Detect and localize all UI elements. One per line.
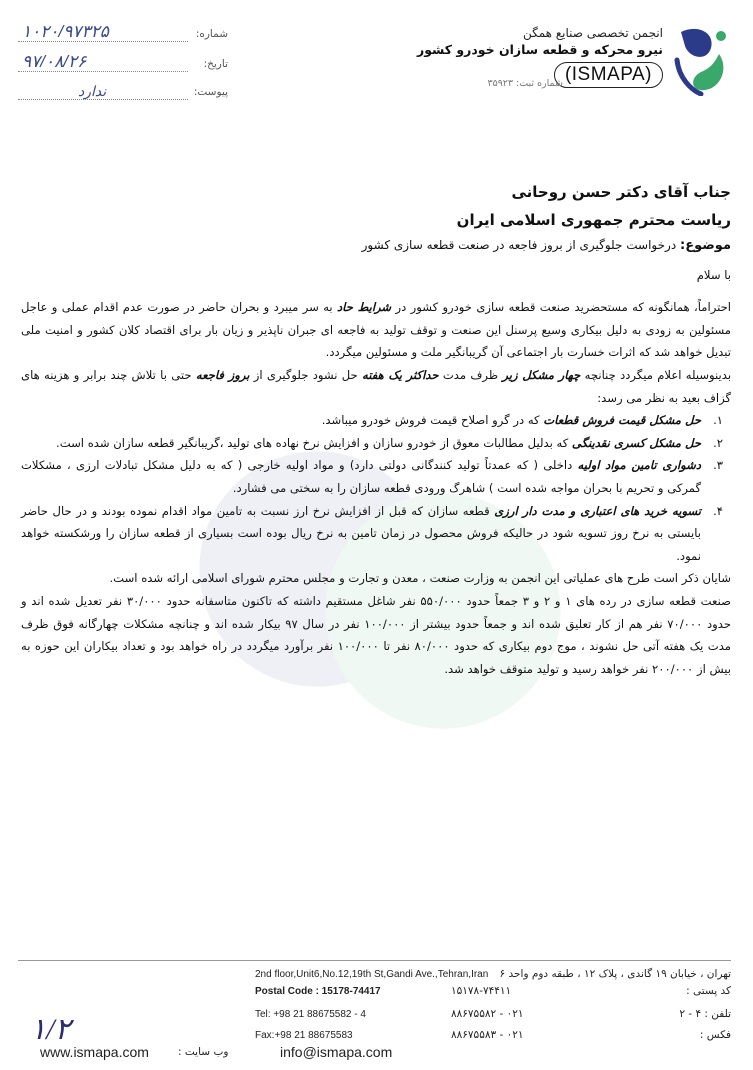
footer-fa-fax-label: فکس : [699,1029,731,1041]
website-label: وب سایت : [178,1046,229,1058]
ref-date-row [18,48,228,74]
ref-number-label: شماره: [195,28,228,40]
p2-text-2: ظرف مدت [442,367,499,382]
ref-date-value: ۹۷/۰۸/۲۶ [22,52,87,71]
list-text: داخلی ( که عمدتاً تولید کنندگانی دولتی دارد) و مواد اولیه خارجی ( که به دلیل مشکل تبادلات ارزی ، مشکلات گمرکی و تحریم با بحران مواجه شده است ) شاهرگ ورودی قطعه سازان را به سختی می فشارد. [21,458,701,495]
ismapa-logo-icon [671,24,731,96]
list-item [21,454,723,499]
list-emphasis: دشواری تامین مواد اولیه [577,458,701,473]
ref-attachment-row [18,76,228,102]
footer-en-fax: Fax:+98 21 88675583 [255,1030,353,1041]
intro-text-1: احتراماً، همانگونه که مستحضرید صنعت قطعه سازی خودرو کشور در [395,300,731,315]
ref-date-label: تاریخ: [203,58,228,70]
footer-en-postal: Postal Code : 15178-74417 [255,986,381,997]
p2-text-4: حتی با تلاش چند برابر و هزینه های گزاف بعید به نظر می رسد: [21,367,731,405]
ref-number-row [18,18,228,44]
paragraph-employment: صنعت قطعه سازی در رده های ۱ و ۲ و ۳ جمعاً حدود ۵۵۰/۰۰۰ نفر شاغل مستقیم داشته که تاکنون متاسفانه حدود ۳۰/۰۰۰ نفر تعدیل شده اند و حدود ۷۰/۰۰۰ نفر هم از کار تعلیق شده اند و جمعاً حدود بیشتر از ۱۰۰/۰۰۰ نفر در سال ۹۷ بیکار شده اند و چنانچه مشکلات چهارگانه فوق ظرف مدت یک هفته آتی حل نشوند ، موج دوم بیکاری که حدود ۸۰/۰۰۰ نفر تا ۱۰۰/۰۰۰ نفر برآورد میگردد در راه خواهد بود و تعداد بیکاران این حوزه به بیش از ۲۰۰/۰۰۰ نفر خواهد رسید و تولید متوقف خواهد شد. [21,593,732,676]
paragraph-intro [21,296,731,364]
email-link[interactable]: info@ismapa.com [280,1044,393,1060]
footer-fa-postal-value: ۱۵۱۷۸-۷۴۴۱۱ [451,985,512,997]
problem-list [21,409,731,567]
list-text: قطعه سازان که قبل از افزایش نرخ ارز نسبت به تامین مواد اقدام نموده بودند و در حال حاضر بایستی به نرخ روز تسویه شود در حالیکه فروش محصول در زمان تامین به نرخ ریال بوده است بسیاری از قطعه سازان را ورشکسته خواهد نمود. [21,503,701,563]
ref-attachment-label: پیوست: [193,86,228,98]
p2-text-3: حل نشود جلوگیری از [253,367,358,382]
footer-fa-phone-value: ۰۲۱ - ۸۸۶۷۵۵۸۲ [451,1008,524,1020]
footer-fa-fax-value: ۰۲۱ - ۸۸۶۷۵۵۸۳ [451,1029,524,1041]
list-text: که بدلیل مطالبات معوق از خودرو سازان و افزایش نرخ نهاده های تولید ،گریبانگیر قطعه سازان شده است. [56,435,572,450]
footer-en-address: 2nd floor,Unit6,No.12,19th St,Gandi Ave.,Tehran,Iran [255,969,489,980]
list-item [21,409,723,432]
subject-line [21,234,731,258]
footer-fa-address: تهران ، خیابان ۱۹ گاندی ، پلاک ۱۲ ، طبقه دوم واحد ۶ [499,968,731,980]
list-emphasis: حل مشکل قیمت فروش قطعات [543,413,701,428]
footer-fa-phone-label: تلفن : ۴ - ۲ [679,1008,731,1020]
list-number: ۳. [713,458,723,473]
intro-text-2: به سر میبرد و بحران حاضر در صورت عدم اقدام عملی و عاجل مسئولین به زودی به دلیل بیکاری وسیع پرسنل این صنعت و توقف تولید به فاجعه ای جبران ناپذیر و زیان بار برای اقتصاد کلان کشور و امنیت ملی تبدیل خواهد شد که اثرات خسارت بار اجتماعی آن گریبانگیر ملت و مسئولین میگردد. [21,300,731,360]
list-emphasis: حل مشکل کسری نقدینگی [571,435,701,450]
intro-emphasis: شرایط حاد [337,300,392,315]
list-emphasis: تسویه خرید های اعتباری و مدت دار ارزی [494,503,702,518]
list-item [21,500,723,568]
list-text: که در گرو اصلاح قیمت فروش خودرو میباشد. [321,413,544,428]
addressee-title: ریاست محترم جمهوری اسلامی ایران [456,211,731,229]
footer-fa-postal-label: کد پستی : [686,985,731,997]
subject-text: درخواست جلوگیری از بروز فاجعه در صنعت قطعه سازی کشور [361,238,677,252]
ref-attachment-value: ندارد [78,83,107,99]
p2-emphasis-3: بروز فاجعه [195,367,250,382]
footer-english-contact [255,966,525,1044]
letter-body [21,178,731,680]
p2-text-1: بدینوسیله اعلام میگردد چنانچه [584,367,732,382]
page-number: ۱/۲ [30,1013,71,1046]
list-number: ۴. [713,503,723,518]
list-item [21,432,723,455]
addressee-name: جناب آقای دکتر حسن روحانی [511,183,731,201]
website-link[interactable]: www.ismapa.com [40,1044,149,1060]
ref-number-value: ۱۰۲۰/۹۷۳۲۵ [22,22,109,41]
reference-block [18,18,228,108]
list-number: ۲. [713,435,723,450]
list-number: ۱. [713,413,723,428]
registration-number: شماره ثبت: ۳۵۹۲۳ [487,78,563,89]
paragraph-demands [21,364,731,409]
org-header [417,22,731,100]
paragraph-note: شایان ذکر است طرح های عملیاتی این انجمن به وزارت صنعت ، معدن و تجارت و مجلس محترم شورای اسلامی ارائه شده است. [109,571,731,586]
org-abbreviation: (ISMAPA) [554,62,663,88]
footer-en-tel: Tel: +98 21 88675582 - 4 [255,1009,366,1020]
footer-divider [18,960,731,961]
p2-emphasis-1: چهار مشکل زیر [502,367,581,382]
p2-emphasis-2: حداکثر یک هفته [362,367,439,382]
org-name-line1: انجمن تخصصی صنایع همگن [522,26,663,40]
org-name-line2: نیرو محرکه و قطعه سازان خودرو کشور [417,42,663,57]
greeting: با سلام [696,267,731,282]
subject-label: موضوع: [680,238,731,253]
